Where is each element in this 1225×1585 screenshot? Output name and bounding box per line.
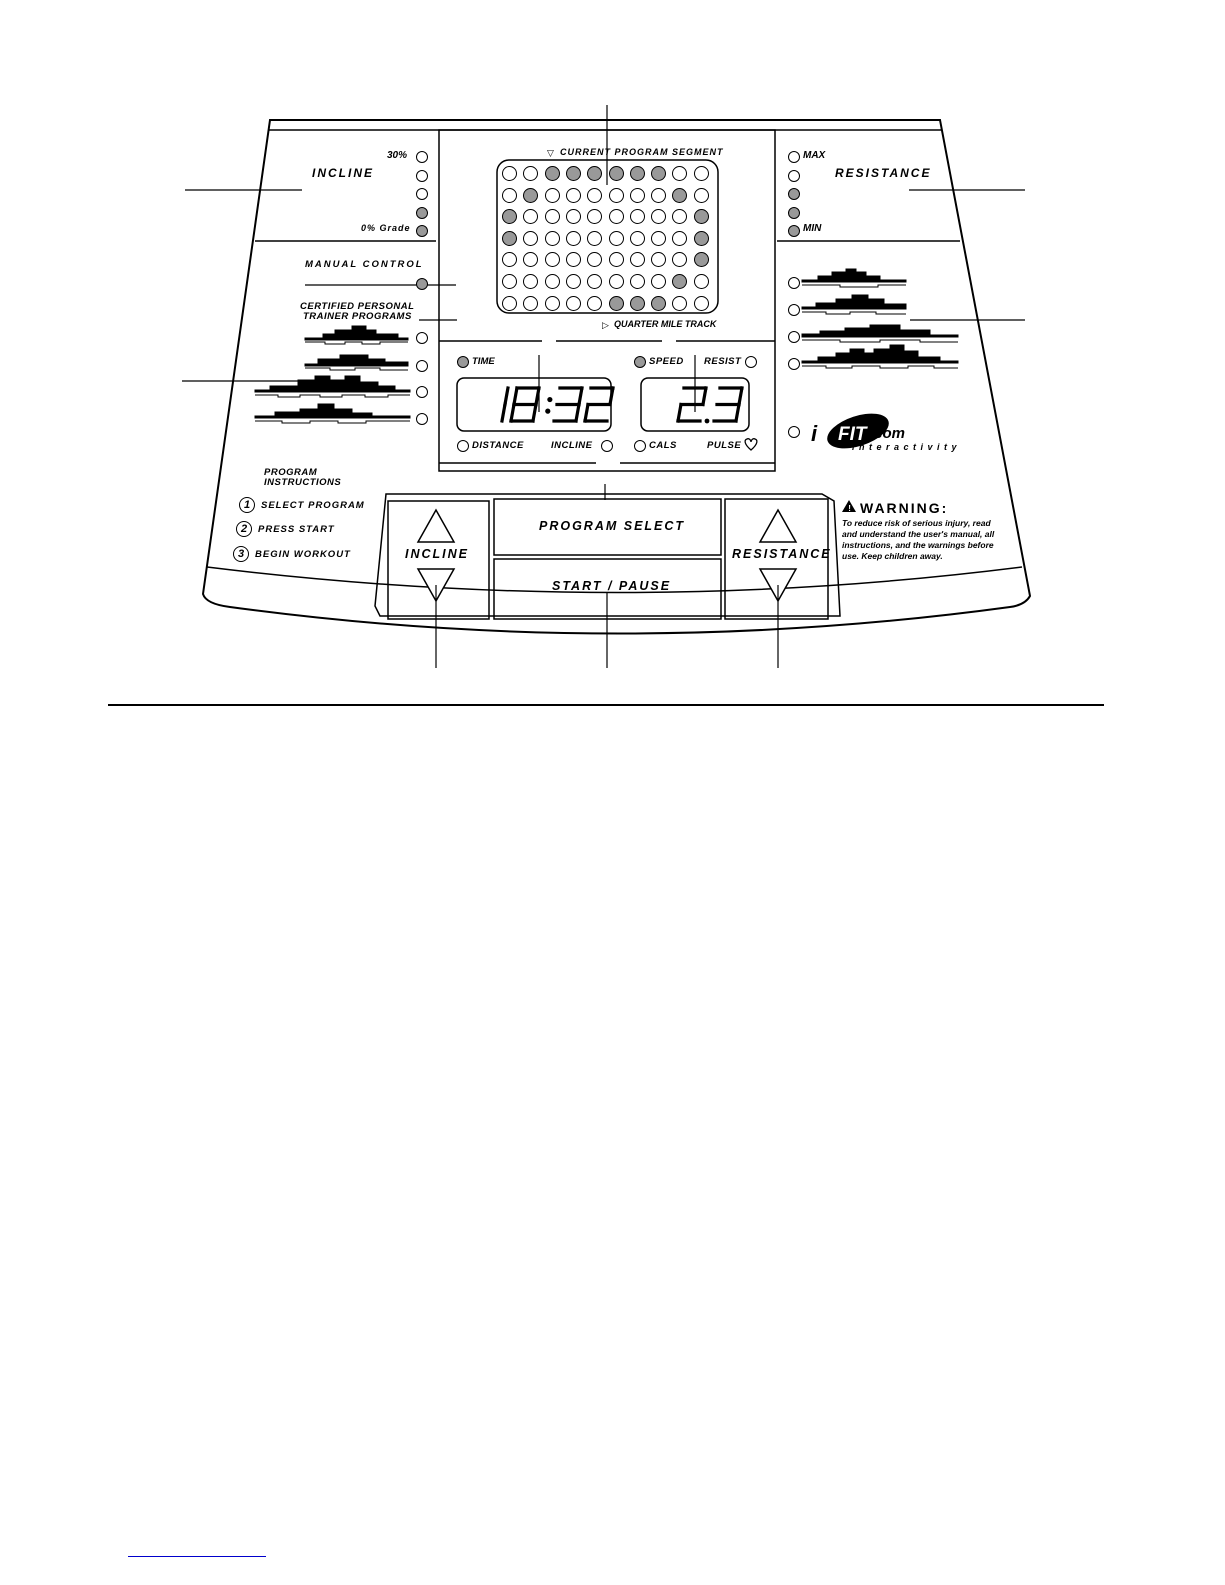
digit-segment — [576, 405, 579, 422]
digit-segment — [533, 405, 536, 422]
matrix-dot — [694, 296, 709, 311]
digit-segment — [678, 405, 681, 422]
matrix-dot — [545, 274, 560, 289]
speed-led — [634, 356, 646, 368]
resistance-level-led-1 — [788, 151, 800, 163]
decimal-dot — [705, 419, 710, 424]
digit-segment — [502, 405, 505, 422]
incline-level-led-5 — [416, 225, 428, 237]
resist-label: RESIST — [704, 356, 742, 367]
matrix-dot — [630, 166, 645, 181]
time-readout — [502, 388, 613, 421]
matrix-dot — [566, 274, 581, 289]
matrix-dot — [630, 231, 645, 246]
incline-level-led-2 — [416, 170, 428, 182]
start-pause-button[interactable]: START / PAUSE — [552, 579, 672, 593]
distance-led — [457, 440, 469, 452]
certified-line1: CERTIFIED PERSONAL — [300, 301, 415, 312]
program-led-5[interactable] — [788, 277, 800, 289]
program-led-7[interactable] — [788, 331, 800, 343]
digit-segment — [736, 405, 739, 422]
incline-level-led-4 — [416, 207, 428, 219]
quarter-mile-label: QUARTER MILE TRACK — [614, 319, 717, 329]
manual-control-label: MANUAL CONTROL — [305, 259, 424, 270]
incline-top-label: 30% — [387, 150, 408, 161]
step-2-text: PRESS START — [258, 524, 335, 535]
display-incline-label: INCLINE — [551, 440, 593, 451]
digit-segment — [514, 388, 517, 405]
matrix-dot — [609, 188, 624, 203]
matrix-dot — [502, 274, 517, 289]
incline-button[interactable]: INCLINE — [405, 547, 469, 561]
svg-text:!: ! — [848, 504, 851, 513]
matrix-dot — [545, 209, 560, 224]
svg-text:▽: ▽ — [547, 149, 554, 159]
program-profile-2 — [305, 355, 408, 370]
resistance-top-label: MAX — [803, 150, 826, 161]
matrix-dot — [694, 209, 709, 224]
matrix-dot — [545, 252, 560, 267]
digit-segment — [579, 388, 582, 405]
matrix-dot — [502, 188, 517, 203]
matrix-dot — [502, 166, 517, 181]
program-led-3[interactable] — [416, 386, 428, 398]
cals-label: CALS — [649, 440, 677, 451]
matrix-dot — [545, 296, 560, 311]
manual-control-led[interactable] — [416, 278, 428, 290]
distance-label: DISTANCE — [472, 440, 524, 451]
program-led-2[interactable] — [416, 360, 428, 372]
time-label: TIME — [472, 356, 495, 367]
program-profile-8 — [802, 345, 958, 368]
warning-text: To reduce risk of serious injury, read and understand the user's manual, all instructions, and the warnings before use. Keep children away. — [842, 518, 995, 561]
matrix-dot — [566, 296, 581, 311]
matrix-dot — [523, 231, 538, 246]
matrix-dot — [545, 166, 560, 181]
speed-label: SPEED — [649, 356, 684, 367]
step-2-number: 2 — [236, 521, 252, 537]
resistance-level-led-3 — [788, 188, 800, 200]
incline-level-led-3 — [416, 188, 428, 200]
incline-bottom-label: 0% Grade — [361, 223, 411, 233]
warning-title: WARNING: — [860, 500, 949, 516]
incline-level-led-1 — [416, 151, 428, 163]
heart-icon — [745, 439, 757, 450]
matrix-dot — [609, 274, 624, 289]
digit-segment — [585, 405, 588, 422]
matrix-dot — [651, 231, 666, 246]
matrix-dot — [566, 188, 581, 203]
svg-text:▷: ▷ — [602, 321, 609, 331]
ifit-i: i — [811, 421, 818, 446]
matrix-dot — [630, 188, 645, 203]
cals-led — [634, 440, 646, 452]
matrix-dot — [630, 296, 645, 311]
matrix-dot — [502, 296, 517, 311]
matrix-dot — [523, 188, 538, 203]
ifit-tagline: interactivity — [852, 442, 962, 452]
matrix-dot — [672, 296, 687, 311]
matrix-dot — [672, 188, 687, 203]
matrix-dot — [694, 231, 709, 246]
matrix-dot — [587, 231, 602, 246]
ifit-com: .com — [870, 425, 906, 442]
matrix-dot — [523, 296, 538, 311]
program-profile-5 — [802, 269, 906, 287]
digit-segment — [511, 405, 514, 422]
ifit-fit: FIT — [838, 424, 867, 445]
ifit-logo — [811, 407, 961, 455]
ifit-led[interactable] — [788, 426, 800, 438]
matrix-dot — [566, 231, 581, 246]
colon-dot — [547, 397, 552, 402]
matrix-dot — [630, 274, 645, 289]
incline-panel-title: INCLINE — [312, 166, 374, 180]
program-select-button[interactable]: PROGRAM SELECT — [539, 519, 686, 533]
matrix-dot — [694, 166, 709, 181]
matrix-dot — [630, 209, 645, 224]
program-profile-3 — [255, 376, 410, 397]
resistance-panel-title: RESISTANCE — [835, 166, 932, 180]
resistance-level-led-4 — [788, 207, 800, 219]
program-profile-6 — [802, 295, 906, 314]
digit-segment — [739, 388, 742, 405]
program-led-6[interactable] — [788, 304, 800, 316]
matrix-dot — [587, 188, 602, 203]
matrix-dot — [609, 209, 624, 224]
program-led-4[interactable] — [416, 413, 428, 425]
matrix-dot — [545, 188, 560, 203]
digit-segment — [505, 388, 508, 405]
matrix-dot — [587, 296, 602, 311]
matrix-dot — [651, 274, 666, 289]
resistance-up-arrow-icon — [760, 510, 796, 542]
resistance-button[interactable]: RESISTANCE — [732, 547, 832, 561]
matrix-dot — [609, 252, 624, 267]
matrix-dot — [545, 231, 560, 246]
speed-readout — [678, 388, 742, 423]
matrix-dot — [694, 188, 709, 203]
current-segment-label: CURRENT PROGRAM SEGMENT — [560, 147, 724, 157]
matrix-dot — [694, 274, 709, 289]
program-led-8[interactable] — [788, 358, 800, 370]
matrix-dot — [609, 166, 624, 181]
digit-segment — [703, 388, 706, 405]
incline-up-arrow-icon — [418, 510, 454, 542]
resistance-level-led-2 — [788, 170, 800, 182]
matrix-dot — [502, 231, 517, 246]
time-led — [457, 356, 469, 368]
program-profile-7 — [802, 325, 958, 342]
step-1-number: 1 — [239, 497, 255, 513]
matrix-dot — [651, 296, 666, 311]
matrix-dot — [651, 166, 666, 181]
resistance-level-led-5 — [788, 225, 800, 237]
matrix-dot — [566, 166, 581, 181]
program-led-1[interactable] — [416, 332, 428, 344]
matrix-dot — [566, 209, 581, 224]
matrix-dot — [694, 252, 709, 267]
step-1-text: SELECT PROGRAM — [261, 500, 365, 511]
instructions-title-2: INSTRUCTIONS — [264, 477, 342, 488]
program-profile-1 — [305, 326, 408, 344]
resist-led — [745, 356, 757, 368]
footer-link-underline — [128, 1556, 266, 1557]
step-3-number: 3 — [233, 546, 249, 562]
matrix-dot — [609, 296, 624, 311]
pulse-label: PULSE — [707, 440, 742, 451]
resistance-bottom-label: MIN — [803, 223, 822, 234]
colon-dot — [545, 409, 550, 414]
certified-line2: TRAINER PROGRAMS — [303, 311, 412, 322]
incline-display-led — [601, 440, 613, 452]
matrix-dot — [609, 231, 624, 246]
step-3-text: BEGIN WORKOUT — [255, 549, 351, 560]
program-profile-4 — [255, 404, 410, 423]
program-profiles — [255, 269, 958, 423]
matrix-dot — [651, 188, 666, 203]
instructions-title-1: PROGRAM — [264, 467, 318, 478]
